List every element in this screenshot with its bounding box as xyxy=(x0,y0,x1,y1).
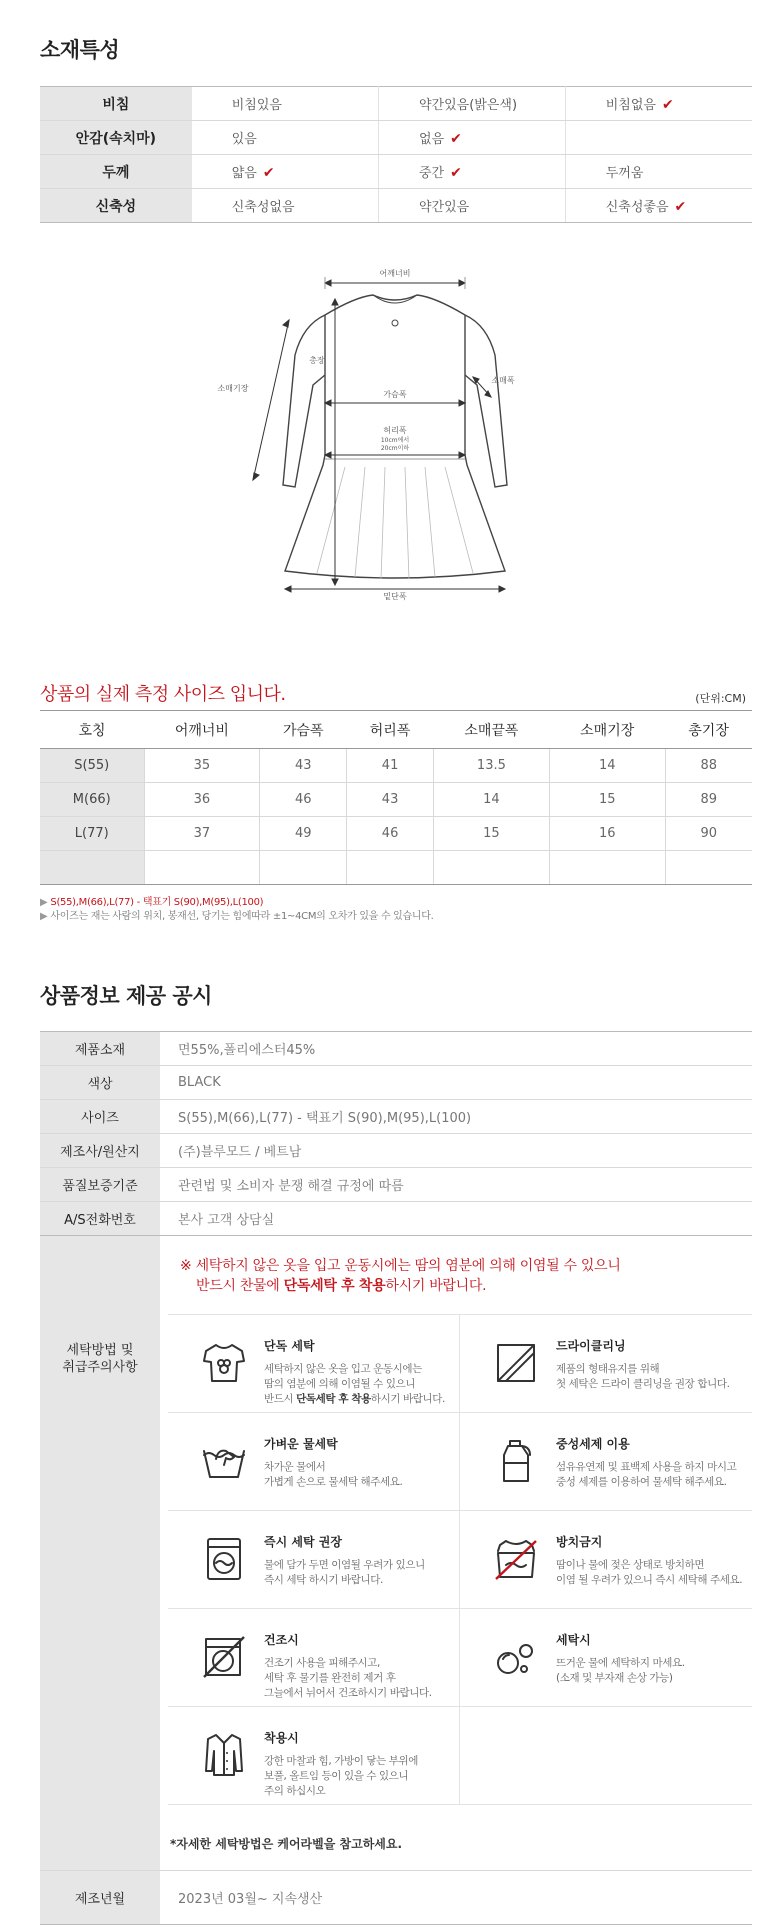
label-waist-note-1: 10cm에서 xyxy=(380,437,410,444)
label-shoulder: 어깨너비 xyxy=(379,269,411,278)
bubbles-icon xyxy=(492,1633,540,1681)
fabric-row-label: 안감(속치마) xyxy=(40,121,192,155)
care-item-desc: 세탁하지 않은 옷을 입고 운동시에는 땀의 염분에 의해 이염될 수 있으니 반드시 단독세탁 후 착용하시기 바랍니다. xyxy=(264,1363,445,1405)
label-waist: 허리폭 xyxy=(383,426,407,435)
fabric-option xyxy=(192,121,379,155)
label-sleeve-length: 소매기장 xyxy=(217,384,249,393)
size-cell: 16 xyxy=(549,817,665,851)
care-item-title: 드라이클리닝 xyxy=(556,1339,626,1353)
fabric-row xyxy=(40,121,752,155)
fabric-option xyxy=(565,189,752,223)
care-item-title: 착용시 xyxy=(264,1731,299,1745)
info-row-value: S(55),M(66),L(77) - 택표기 S(90),M(95),L(100) xyxy=(160,1100,752,1134)
size-row-label: M(66) xyxy=(40,783,144,817)
made-value: 2023년 03월~ 지속생산 xyxy=(160,1871,752,1925)
care-item-title: 세탁시 xyxy=(556,1633,591,1647)
size-header: 소매끝폭 xyxy=(434,711,550,749)
care-item-title: 중성세제 이용 xyxy=(556,1437,630,1451)
care-footnote: *자세한 세탁방법은 케어라벨을 참고하세요. xyxy=(170,1837,403,1851)
info-row xyxy=(40,1066,752,1100)
label-chest: 가슴폭 xyxy=(383,390,407,399)
care-item xyxy=(168,1609,460,1707)
fabric-option-label: 약간있음(밝은색) xyxy=(418,98,518,113)
label-hem: 밑단폭 xyxy=(383,592,407,601)
fabric-row xyxy=(40,189,752,223)
size-cell: 90 xyxy=(665,817,752,851)
care-item-desc: 섬유유연제 및 표백제 사용을 하지 마시고 중성 세제를 이용하여 물세탁 해주세요. xyxy=(556,1461,737,1488)
info-row xyxy=(40,1202,752,1236)
size-cell: 43 xyxy=(260,749,347,783)
info-row-label: 색상 xyxy=(40,1066,160,1100)
dry-clean-icon xyxy=(492,1339,540,1387)
label-sleeve-end: 소매폭 xyxy=(491,376,515,385)
size-row xyxy=(40,749,752,783)
size-cell: 46 xyxy=(347,817,434,851)
size-cell: 14 xyxy=(549,749,665,783)
size-header: 어깨너비 xyxy=(144,711,260,749)
info-row xyxy=(40,1100,752,1134)
size-row xyxy=(40,851,752,885)
size-cell: 43 xyxy=(347,783,434,817)
check-icon: ✔ xyxy=(450,131,462,147)
care-item-desc: 물에 담가 두면 이염될 우려가 있으니 즉시 세탁 하시기 바랍니다. xyxy=(264,1559,425,1586)
info-title: 상품정보 제공 공시 xyxy=(40,984,212,1008)
fabric-row xyxy=(40,87,752,121)
dryer-icon xyxy=(200,1633,248,1681)
info-row-value: 관련법 및 소비자 분쟁 해결 규정에 따름 xyxy=(160,1168,752,1202)
detergent-icon xyxy=(492,1437,540,1485)
size-cell: 14 xyxy=(434,783,550,817)
no-leave-icon xyxy=(492,1535,540,1583)
info-row-label: 제조사/원산지 xyxy=(40,1134,160,1168)
fabric-option xyxy=(378,121,565,155)
care-item xyxy=(168,1413,460,1511)
dress-size-diagram xyxy=(217,255,535,601)
fabric-option xyxy=(378,155,565,189)
fabric-row-label: 신축성 xyxy=(40,189,192,223)
info-row-label: A/S전화번호 xyxy=(40,1202,160,1236)
fabric-row-label: 비침 xyxy=(40,87,192,121)
info-row-label: 품질보증기준 xyxy=(40,1168,160,1202)
care-item xyxy=(460,1315,752,1413)
fabric-option xyxy=(565,87,752,121)
size-cell xyxy=(260,851,347,885)
fabric-option xyxy=(565,155,752,189)
size-cell: 89 xyxy=(665,783,752,817)
care-grid xyxy=(168,1314,752,1805)
care-warning: ※ 세탁하지 않은 옷을 입고 운동시에는 땀의 염분에 의해 이염될 수 있으니 반드시 찬물에 단독세탁 후 착용하시기 바랍니다. xyxy=(180,1258,621,1294)
care-item-title: 단독 세탁 xyxy=(264,1339,315,1353)
size-row xyxy=(40,817,752,851)
fabric-option-label: 중간 xyxy=(418,166,445,181)
info-row-value: 면55%,폴리에스터45% xyxy=(160,1032,752,1066)
size-cell xyxy=(347,851,434,885)
size-row xyxy=(40,783,752,817)
size-cell: 13.5 xyxy=(434,749,550,783)
size-cell: 15 xyxy=(434,817,550,851)
size-cell xyxy=(434,851,550,885)
label-waist-note-2: 20cm이하 xyxy=(380,445,410,452)
size-header: 허리폭 xyxy=(347,711,434,749)
wear-shirt-icon xyxy=(200,1731,248,1779)
size-cell: 15 xyxy=(549,783,665,817)
care-item-desc: 제품의 형태유지를 위해 첫 세탁은 드라이 클리닝을 권장 합니다. xyxy=(556,1363,730,1390)
size-row-label xyxy=(40,851,144,885)
fabric-option-label: 약간있음 xyxy=(418,200,470,215)
care-item-empty xyxy=(460,1707,752,1805)
check-icon: ✔ xyxy=(661,97,674,113)
size-header: 총기장 xyxy=(665,711,752,749)
check-icon: ✔ xyxy=(262,165,275,181)
size-cell xyxy=(665,851,752,885)
care-item-title: 방치금지 xyxy=(556,1535,603,1549)
size-title: 상품의 실제 측정 사이즈 입니다. xyxy=(40,684,286,705)
care-item xyxy=(168,1315,460,1413)
care-item-desc: 건조기 사용을 피해주시고, 세탁 후 물기를 완전히 제거 후 그늘에서 뉘어서 건조하시기 바랍니다. xyxy=(264,1657,432,1699)
size-table xyxy=(40,710,752,885)
fabric-option xyxy=(565,121,752,155)
care-instructions xyxy=(160,1236,752,1871)
info-row-value: 본사 고객 상담실 xyxy=(160,1202,752,1236)
check-icon: ✔ xyxy=(450,165,462,181)
made-label: 제조년월 xyxy=(40,1871,160,1925)
size-header: 가슴폭 xyxy=(260,711,347,749)
care-item xyxy=(460,1609,752,1707)
label-length: 총장 xyxy=(309,356,325,365)
care-item xyxy=(460,1413,752,1511)
size-cell: 88 xyxy=(665,749,752,783)
size-header: 호칭 xyxy=(40,711,144,749)
care-item-desc: 강한 마찰과 힘, 가방이 닿는 부위에 보풀, 올트임 등이 있을 수 있으니 주의 하십시오 xyxy=(264,1755,419,1797)
fabric-option-label: 비침없음 xyxy=(605,98,656,113)
fabric-option xyxy=(378,189,565,223)
fabric-table xyxy=(40,86,752,223)
info-row-value: (주)블루모드 / 베트남 xyxy=(160,1134,752,1168)
hand-wash-icon xyxy=(200,1437,248,1485)
fabric-option-label: 비침있음 xyxy=(231,98,282,113)
size-cell: 49 xyxy=(260,817,347,851)
info-row xyxy=(40,1032,752,1066)
size-cell xyxy=(144,851,260,885)
fabric-option xyxy=(192,189,379,223)
check-icon: ✔ xyxy=(674,199,687,215)
care-item xyxy=(168,1511,460,1609)
size-note-tag: ▶ S(55),M(66),L(77) - 택표기 S(90),M(95),L(100) xyxy=(40,897,264,908)
fabric-option-label: 신축성좋음 xyxy=(605,200,669,215)
shirt-icon xyxy=(200,1339,248,1387)
care-item-desc: 땀이나 물에 젖은 상태로 방치하면 이염 될 우려가 있으니 즉시 세탁해 주세요. xyxy=(556,1559,743,1586)
size-cell: 46 xyxy=(260,783,347,817)
product-info-table xyxy=(40,1031,752,1925)
fabric-option-label: 두꺼움 xyxy=(605,166,644,181)
care-item-title: 즉시 세탁 권장 xyxy=(264,1535,342,1549)
size-unit: (단위:CM) xyxy=(695,692,746,705)
size-header: 소매기장 xyxy=(549,711,665,749)
info-row-label: 제품소재 xyxy=(40,1032,160,1066)
fabric-option xyxy=(192,87,379,121)
info-row xyxy=(40,1134,752,1168)
size-row-label: L(77) xyxy=(40,817,144,851)
care-item-title: 가벼운 물세탁 xyxy=(264,1437,338,1451)
size-cell xyxy=(549,851,665,885)
fabric-row-label: 두께 xyxy=(40,155,192,189)
care-item xyxy=(460,1511,752,1609)
info-row-value: BLACK xyxy=(160,1066,752,1100)
info-row xyxy=(40,1168,752,1202)
size-note-tolerance: ▶ 사이즈는 재는 사람의 위치, 봉재선, 당기는 힘에따라 ±1~4CM의 오차가 있을 수 있습니다. xyxy=(40,911,434,922)
fabric-title: 소재특성 xyxy=(40,38,120,62)
size-row-label: S(55) xyxy=(40,749,144,783)
fabric-option-label: 얇음 xyxy=(231,166,257,181)
size-cell: 37 xyxy=(144,817,260,851)
care-item-title: 건조시 xyxy=(264,1633,299,1647)
fabric-row xyxy=(40,155,752,189)
fabric-option-label: 있음 xyxy=(231,132,257,147)
care-item-desc: 차가운 물에서 가볍게 손으로 물세탁 해주세요. xyxy=(264,1461,403,1488)
info-row-label: 사이즈 xyxy=(40,1100,160,1134)
fabric-option-label: 신축성없음 xyxy=(231,200,295,215)
care-label: 세탁방법 및 취급주의사항 xyxy=(40,1236,160,1871)
fabric-option xyxy=(192,155,379,189)
care-item-desc: 뜨거운 물에 세탁하지 마세요. (소재 및 부자재 손상 가능) xyxy=(556,1657,685,1684)
size-cell: 35 xyxy=(144,749,260,783)
size-cell: 36 xyxy=(144,783,260,817)
fabric-option xyxy=(378,87,565,121)
fabric-option-label: 없음 xyxy=(418,132,445,147)
care-item xyxy=(168,1707,460,1805)
washing-machine-icon xyxy=(200,1535,248,1583)
size-cell: 41 xyxy=(347,749,434,783)
